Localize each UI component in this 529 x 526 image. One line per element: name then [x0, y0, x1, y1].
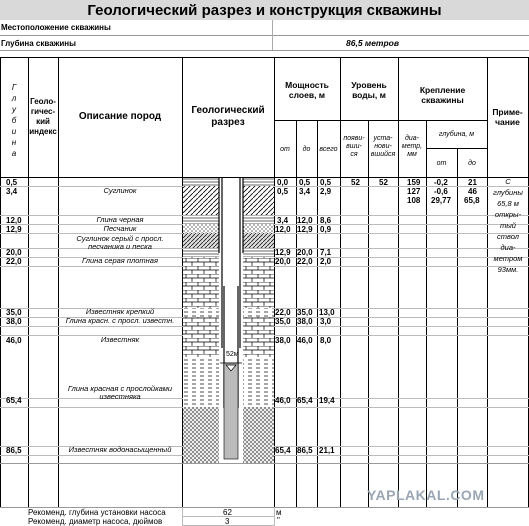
geo-section-header: Геологический разрез — [191, 105, 265, 128]
water-level-header: Уровень воды, м — [351, 80, 387, 100]
sub-total: всего — [319, 146, 338, 153]
sub-appeared: появи- вши- ся — [343, 135, 365, 158]
water-appeared: 52 — [351, 178, 360, 187]
rock-description-header: Описание пород — [78, 111, 162, 122]
water-established: 52 — [379, 178, 388, 187]
sub-casing-to: до — [468, 160, 476, 167]
pump-diameter-unit: " — [277, 516, 280, 525]
sub-established: уста- нови- вшийся — [370, 135, 396, 158]
casing-header: Крепление скважины — [419, 85, 466, 105]
sub-diameter: диа- метр, мм — [401, 135, 423, 158]
geo-index-header: Геоло- гичес- кий индекс — [29, 97, 57, 136]
page-title: Геологический разрез и конструкция скважины — [0, 0, 529, 20]
sub-casing-from: от — [436, 160, 447, 167]
notes-header: Приме- чание — [492, 107, 523, 127]
pump-diameter-value: 3 — [225, 517, 230, 526]
geological-section — [183, 178, 274, 463]
pump-diameter-label: Рекоменд. диаметр насоса, дюймов — [28, 517, 163, 526]
sub-to: до — [302, 146, 311, 153]
pump-depth-value: 62 — [223, 508, 232, 517]
notes-text: С глубины 65,8 м откры- тый ствол диа- метром 93мм. — [493, 177, 523, 274]
thickness-header: Мощность слоев, м — [285, 80, 329, 100]
depth-value: 86,5 метров — [346, 38, 399, 48]
pump-mark-label: 52м — [226, 351, 239, 358]
location-label: Местоположение скважины — [1, 23, 111, 32]
depth-label: Глубина скважины — [1, 39, 76, 48]
pump-depth-unit: м — [276, 508, 282, 517]
depth-header: Г л у б и н а — [11, 83, 17, 158]
watermark: YAPLAKAL.COM — [367, 487, 485, 503]
sub-casing-depth: глубина, м — [438, 131, 475, 138]
sub-from: от — [280, 146, 290, 153]
pump-depth-label: Рекоменд. глубина установки насоса — [28, 508, 166, 517]
